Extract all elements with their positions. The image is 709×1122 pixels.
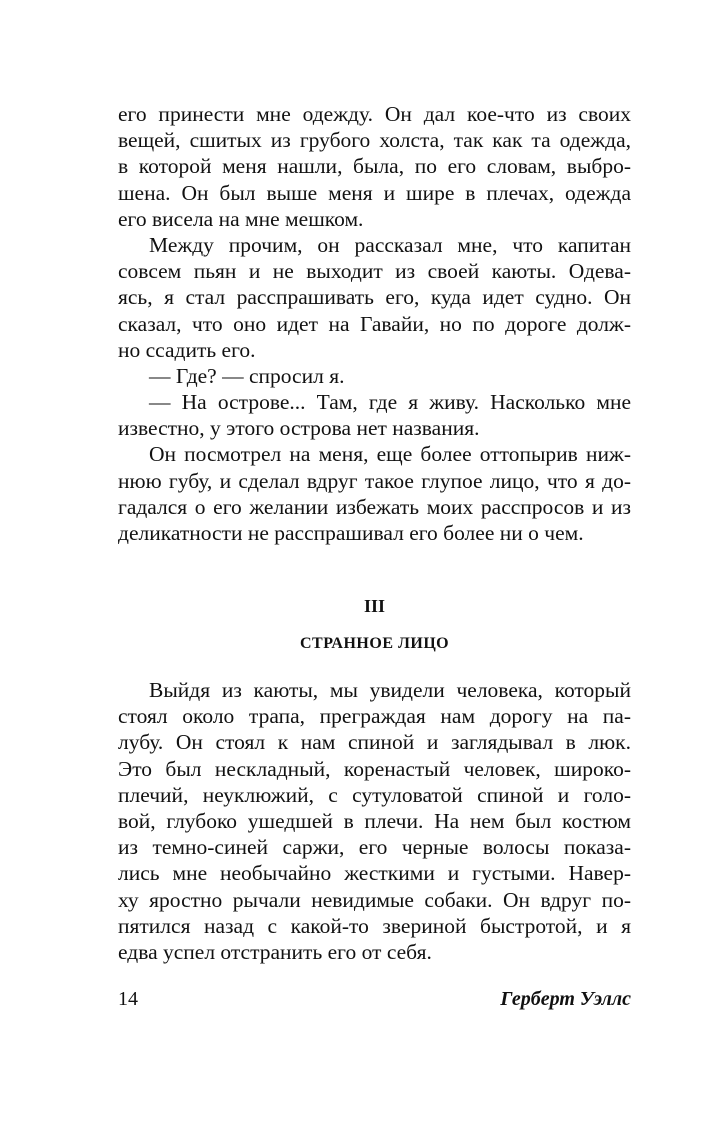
paragraph-6-line-7: из темно-синей саржи, его черные волосы показа- [118,835,631,860]
chapter-title: СТРАННОЕ ЛИЦО [299,635,450,652]
paragraph-5 [118,441,631,546]
paragraph-2-line-3: ясь, я стал расспрашивать его, куда идет судно. Он [118,285,631,310]
paragraph-5-line-2: нюю губу, и сделал вдруг такое глупое лицо, что я до- [118,468,631,493]
paragraph-6-line-2: стоял около трапа, преграждая нам дорогу на па- [118,704,631,729]
paragraph-6 [118,677,631,965]
paragraph-6-line-3: лубу. Он стоял к нам спиной и заглядывал в люк. [118,730,631,755]
paragraph-5-line-4: деликатности не расспрашивал его более ни о чем. [118,521,584,545]
paragraph-1-line-2: вещей, сшитых из грубого холста, так как та одежда, [118,128,631,153]
paragraph-6-line-11: едва успел отстранить его от себя. [118,939,432,964]
paragraph-1-line-1: его принести мне одежду. Он дал кое-что из своих [118,102,631,126]
paragraph-4-line-2: известно, у этого острова нет названия. [118,416,480,441]
paragraph-1 [118,101,631,232]
paragraph-1-line-3: в которой меня нашли, была, по его словам, выбро- [118,154,631,179]
running-footer-author: Герберт Уэллс [500,988,631,1010]
page-number: 14 [118,988,138,1010]
paragraph-2-line-2: совсем пьян и не выходит из своей каюты. Одева- [118,259,631,284]
paragraph-3 [118,363,631,389]
paragraph-3-line-1: — Где? — спросил я. [149,363,345,388]
paragraph-4 [118,389,631,441]
paragraph-5-line-1: Он посмотрел на меня, еще более оттопырив ниж- [149,442,631,467]
paragraph-6-line-4: Это был нескладный, коренастый человек, широко- [118,756,631,781]
paragraph-2 [118,232,631,363]
paragraph-4-line-1: — На острове... Там, где я живу. Насколько мне [149,390,631,415]
page-text-block-top [118,101,631,546]
paragraph-5-line-3: гадался о его желании избежать моих расспросов и из [118,494,631,519]
page-text-block-bottom [118,677,631,965]
paragraph-2-line-1: Между прочим, он рассказал мне, что капитан [149,232,631,257]
paragraph-6-line-5: плечий, неуклюжий, с сутуловатой спиной и голо- [118,782,631,807]
paragraph-6-line-8: лись мне необычайно жесткими и густыми. Навер- [118,861,631,886]
paragraph-2-line-4: сказал, что оно идет на Гавайи, но по дороге долж- [118,311,631,336]
paragraph-2-line-5: но ссадить его. [118,337,256,362]
paragraph-6-line-10: пятился назад с какой-то звериной быстротой, и я [118,913,631,938]
paragraph-1-line-4: шена. Он был выше меня и шире в плечах, одежда [118,180,631,205]
paragraph-6-line-6: вой, глубоко ушедшей в плечи. На нем был костюм [118,808,631,833]
paragraph-6-line-9: ху яростно рычали невидимые собаки. Он вдруг по- [118,887,631,912]
paragraph-1-line-5: его висела на мне мешком. [118,206,364,231]
chapter-number: III [363,596,385,616]
paragraph-6-line-1: Выйдя из каюты, мы увидели человека, который [149,678,631,702]
